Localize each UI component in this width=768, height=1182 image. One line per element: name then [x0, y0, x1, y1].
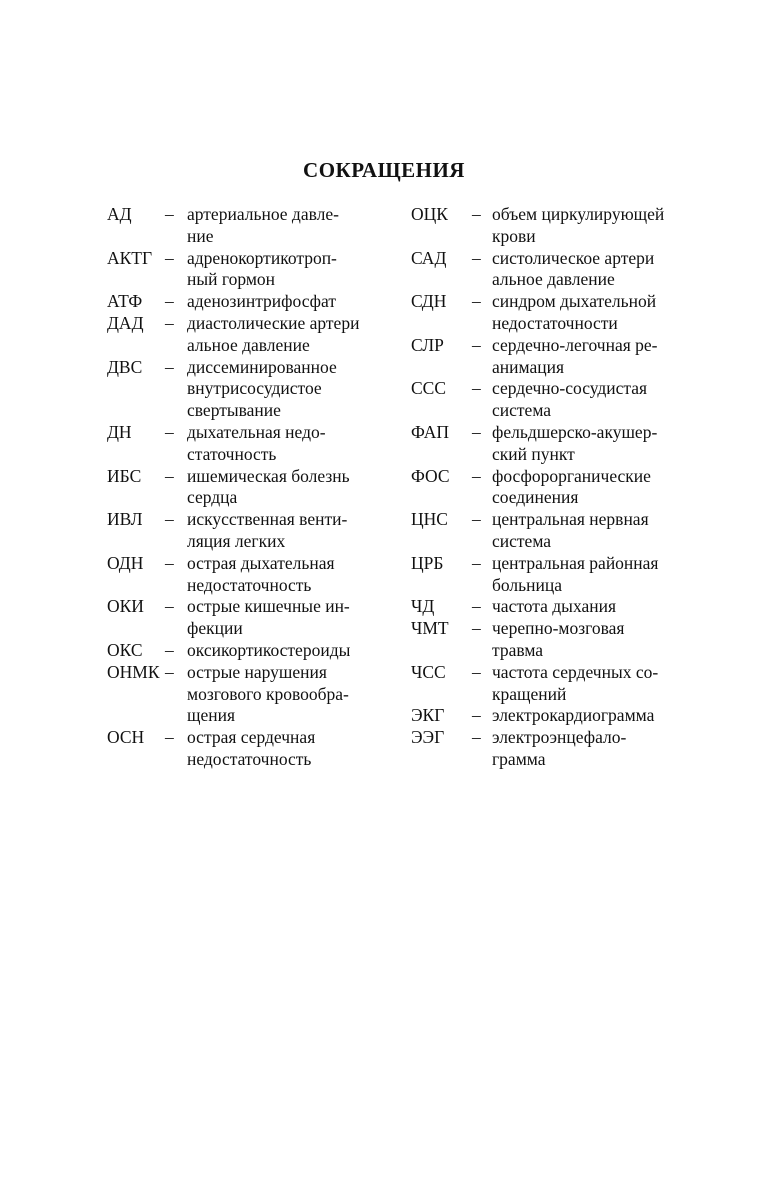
definition-line: ский пункт: [492, 443, 575, 464]
definition-line: диссеминированное: [187, 356, 337, 377]
abbreviation-code: АТФ: [107, 291, 143, 312]
abbreviation-dash: –: [472, 509, 481, 530]
definition-line: фосфорорганические: [492, 465, 651, 486]
abbreviation-code: ФОС: [411, 465, 450, 486]
abbreviation-dash: –: [472, 596, 481, 617]
abbreviation-term: [411, 378, 492, 422]
definition-line: недостаточность: [187, 748, 312, 769]
abbreviation-entry: [411, 335, 711, 379]
definition-line: острая дыхательная: [187, 552, 335, 573]
definition-line: ишемическая болезнь: [187, 465, 350, 486]
abbreviation-definition: [187, 357, 407, 422]
abbreviation-definition: [187, 727, 407, 771]
abbreviation-definition: [492, 248, 711, 292]
abbreviation-entry: [107, 727, 407, 771]
definition-line: система: [492, 400, 552, 421]
definition-line: ние: [187, 225, 214, 246]
abbreviation-code: ОКИ: [107, 596, 144, 617]
abbreviation-dash: –: [472, 204, 481, 224]
abbreviation-code: ДВС: [107, 356, 143, 377]
abbreviation-dash: –: [472, 421, 481, 442]
definition-line: внутрисосудистое: [187, 378, 322, 399]
definition-line: диастолические артери: [187, 312, 360, 333]
abbreviation-entry: [107, 466, 407, 510]
definition-line: травма: [492, 639, 544, 660]
abbreviation-dash: –: [472, 291, 481, 312]
abbreviation-dash: –: [472, 727, 481, 748]
abbreviation-entry: [107, 422, 407, 466]
abbreviation-entry: [411, 596, 711, 618]
abbreviation-code: ЦНС: [411, 509, 448, 530]
definition-line: частота сердечных со-: [492, 661, 659, 682]
definition-line: синдром дыхательной: [492, 291, 657, 312]
abbreviation-code: ЧД: [411, 596, 435, 617]
abbreviation-dash: –: [472, 465, 481, 486]
abbreviation-dash: –: [472, 705, 481, 726]
abbreviation-definition: [492, 378, 711, 422]
definition-line: фельдшерско-акушер-: [492, 421, 658, 442]
abbreviation-term: [107, 204, 187, 248]
abbreviation-dash: –: [165, 552, 174, 573]
abbreviation-term: [411, 705, 492, 727]
abbreviation-code: ЭКГ: [411, 705, 445, 726]
definition-line: адренокортикотроп-: [187, 247, 337, 268]
definition-line: система: [492, 530, 552, 551]
abbreviation-term: [107, 640, 187, 662]
abbreviation-dash: –: [472, 247, 481, 268]
abbreviation-definition: [187, 596, 407, 640]
abbreviation-term: [411, 466, 492, 510]
abbreviation-dash: –: [165, 204, 174, 224]
abbreviation-code: ИВЛ: [107, 509, 143, 530]
abbreviation-entry: [107, 313, 407, 357]
abbreviation-definition: [492, 553, 711, 597]
definition-line: острая сердечная: [187, 727, 316, 748]
abbreviation-term: [411, 509, 492, 553]
abbreviation-entry: [411, 204, 711, 248]
abbreviation-definition: [492, 466, 711, 510]
abbreviation-definition: [187, 422, 407, 466]
definition-line: центральная нервная: [492, 509, 649, 530]
abbreviation-code: ЧСС: [411, 661, 446, 682]
definition-line: фекции: [187, 618, 243, 639]
abbreviation-definition: [492, 335, 711, 379]
abbreviation-entry: [107, 204, 407, 248]
abbreviation-code: АКТГ: [107, 247, 153, 268]
abbreviation-dash: –: [165, 509, 174, 530]
abbreviation-code: ОДН: [107, 552, 144, 573]
abbreviation-dash: –: [165, 356, 174, 377]
abbreviation-code: ЧМТ: [411, 618, 449, 639]
abbreviation-definition: [492, 204, 711, 248]
abbreviation-dash: –: [165, 312, 174, 333]
definition-line: артериальное давле-: [187, 204, 339, 224]
abbreviation-code: ДАД: [107, 312, 144, 333]
page-title: СОКРАЩЕНИЯ: [303, 158, 465, 182]
abbreviation-code: ФАП: [411, 421, 449, 442]
abbreviation-definition: [492, 662, 711, 706]
abbreviation-code: ЦРБ: [411, 552, 444, 573]
definition-line: соединения: [492, 487, 579, 508]
definition-line: альное давление: [492, 269, 615, 290]
abbreviation-definition: [492, 291, 711, 335]
definition-line: черепно-мозговая: [492, 618, 625, 639]
abbreviation-term: [107, 662, 187, 727]
abbreviation-code: ЭЭГ: [411, 727, 445, 748]
definition-line: электроэнцефало-: [492, 727, 627, 748]
abbreviation-definition: [492, 705, 711, 727]
abbreviation-definition: [187, 248, 407, 292]
abbreviation-entry: [411, 509, 711, 553]
abbreviation-entry: [411, 705, 711, 727]
abbreviation-code: ОЦК: [411, 204, 448, 224]
definition-line: ляция легких: [187, 530, 286, 551]
definition-line: объем циркулирующей: [492, 204, 665, 224]
abbreviation-entry: [411, 422, 711, 466]
abbreviation-code: АД: [107, 204, 132, 224]
definition-line: анимация: [492, 356, 564, 377]
definition-line: крови: [492, 225, 536, 246]
abbreviation-entry: [411, 378, 711, 422]
definition-line: сердечно-легочная ре-: [492, 334, 658, 355]
definition-line: сердечно-сосудистая: [492, 378, 648, 399]
abbreviation-dash: –: [165, 247, 174, 268]
definition-line: щения: [187, 705, 236, 726]
abbreviation-entry: [411, 248, 711, 292]
abbreviation-entry: [107, 509, 407, 553]
definition-line: дыхательная недо-: [187, 421, 326, 442]
abbreviation-term: [107, 422, 187, 466]
abbreviation-term: [411, 596, 492, 618]
abbreviation-definition: [187, 204, 407, 248]
abbreviations-left-column: [107, 204, 407, 771]
abbreviation-term: [411, 335, 492, 379]
abbreviation-code: САД: [411, 247, 447, 268]
abbreviation-term: [107, 313, 187, 357]
definition-line: систолическое артери: [492, 247, 655, 268]
definition-line: недостаточность: [187, 574, 312, 595]
abbreviation-term: [107, 357, 187, 422]
abbreviation-code: ОНМК: [107, 661, 160, 682]
abbreviation-entry: [107, 662, 407, 727]
definition-line: мозгового кровообра-: [187, 683, 349, 704]
abbreviation-dash: –: [472, 618, 481, 639]
abbreviation-dash: –: [165, 727, 174, 748]
definition-line: центральная районная: [492, 552, 659, 573]
definition-line: больница: [492, 574, 562, 595]
abbreviation-entry: [107, 357, 407, 422]
abbreviation-term: [107, 291, 187, 313]
definition-line: кращений: [492, 683, 567, 704]
abbreviation-code: СДН: [411, 291, 447, 312]
abbreviation-entry: [411, 553, 711, 597]
definition-line: оксикортикостероиды: [187, 639, 351, 660]
abbreviation-dash: –: [165, 291, 174, 312]
abbreviation-definition: [187, 662, 407, 727]
abbreviation-entry: [107, 640, 407, 662]
abbreviation-term: [107, 727, 187, 771]
abbreviation-dash: –: [472, 661, 481, 682]
abbreviation-dash: –: [165, 465, 174, 486]
abbreviation-dash: –: [165, 421, 174, 442]
definition-line: острые нарушения: [187, 661, 327, 682]
definition-line: альное давление: [187, 334, 310, 355]
abbreviation-code: ОСН: [107, 727, 145, 748]
definition-line: сердца: [187, 487, 238, 508]
abbreviation-term: [411, 618, 492, 662]
abbreviation-term: [107, 553, 187, 597]
definition-line: электрокардиограмма: [492, 705, 655, 726]
definition-line: недостаточности: [492, 312, 618, 333]
abbreviation-dash: –: [165, 639, 174, 660]
abbreviation-entry: [107, 291, 407, 313]
abbreviation-entry: [411, 662, 711, 706]
abbreviation-entry: [411, 618, 711, 662]
definition-line: грамма: [492, 748, 546, 769]
abbreviation-entry: [411, 727, 711, 771]
abbreviation-term: [107, 466, 187, 510]
abbreviation-entry: [107, 596, 407, 640]
abbreviation-code: ДН: [107, 421, 132, 442]
abbreviation-code: СЛР: [411, 334, 444, 355]
abbreviations-right-column: [411, 204, 711, 771]
abbreviation-term: [411, 248, 492, 292]
abbreviation-term: [411, 291, 492, 335]
abbreviation-definition: [492, 509, 711, 553]
definition-line: аденозинтрифосфат: [187, 291, 336, 312]
abbreviation-definition: [492, 727, 711, 771]
abbreviation-entry: [411, 291, 711, 335]
abbreviation-definition: [187, 466, 407, 510]
abbreviation-dash: –: [472, 334, 481, 355]
abbreviation-term: [411, 204, 492, 248]
abbreviation-code: ОКС: [107, 639, 143, 660]
abbreviation-term: [411, 662, 492, 706]
abbreviation-dash: –: [165, 661, 174, 682]
abbreviation-entry: [411, 466, 711, 510]
abbreviation-term: [107, 509, 187, 553]
abbreviation-code: ССС: [411, 378, 447, 399]
abbreviation-term: [107, 248, 187, 292]
abbreviation-dash: –: [472, 552, 481, 573]
definition-line: острые кишечные ин-: [187, 596, 350, 617]
abbreviation-dash: –: [472, 378, 481, 399]
abbreviation-definition: [187, 640, 407, 662]
abbreviation-entry: [107, 248, 407, 292]
abbreviation-definition: [187, 291, 407, 313]
abbreviation-term: [411, 422, 492, 466]
abbreviation-definition: [492, 618, 711, 662]
definition-line: частота дыхания: [492, 596, 617, 617]
abbreviation-definition: [492, 596, 711, 618]
abbreviation-entry: [107, 553, 407, 597]
abbreviation-definition: [187, 313, 407, 357]
definition-line: свертывание: [187, 400, 281, 421]
definition-line: искусственная венти-: [187, 509, 348, 530]
abbreviation-definition: [187, 553, 407, 597]
definition-line: ный гормон: [187, 269, 276, 290]
abbreviation-definition: [187, 509, 407, 553]
abbreviation-dash: –: [165, 596, 174, 617]
abbreviation-code: ИБС: [107, 465, 142, 486]
abbreviation-term: [107, 596, 187, 640]
abbreviation-term: [411, 727, 492, 771]
abbreviation-term: [411, 553, 492, 597]
definition-line: статочность: [187, 443, 277, 464]
abbreviation-definition: [492, 422, 711, 466]
